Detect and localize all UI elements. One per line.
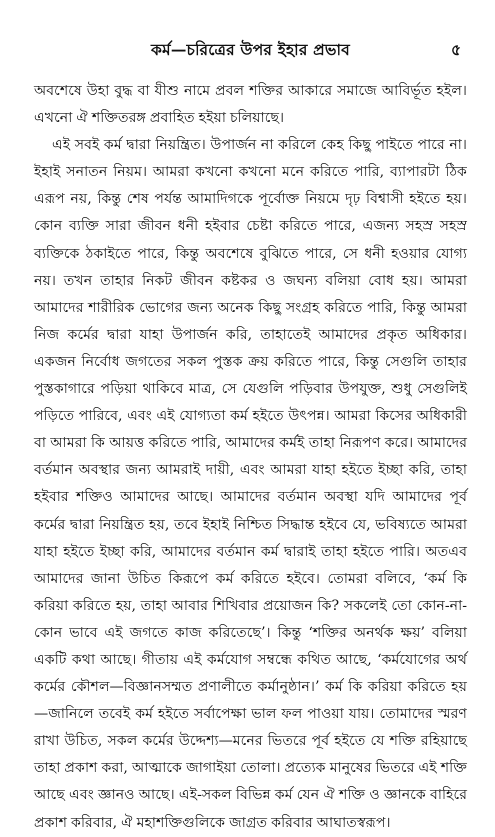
page-number: ৫ — [450, 40, 461, 59]
running-title: কর্ম—চরিত্রের উপর ইহার প্রভাব — [151, 40, 350, 59]
paragraph: অবশেষে উহা বুদ্ধ বা যীশু নামে প্রবল শক্তির আকারে সমাজে আবির্ভূত হইল। এখনো ঐ শক্তিতরঙ্গ প্রবাহিত হইয়া চলিয়াছে। — [34, 83, 467, 127]
page-header — [34, 38, 467, 64]
paragraph: এই সবই কর্ম দ্বারা নিয়ন্ত্রিত। উপার্জন না করিলে কেহ কিছু পাইতে পারে না। ইহাই সনাতন নিয়ম। আমরা কখনো কখনো মনে করিতে পারি, ব্যাপারটা ঠিক এরূপ নয়, কিন্তু শেষ পর্যন্ত আমাদিগকে পূর্বোক্ত নিয়মে দৃঢ় বিশ্বাসী হইতে হয়। কোন ব্যক্তি সারা জীবন ধনী হইবার চেষ্টা করিতে পারে, এজন্য সহস্র সহস্র ব্যক্তিকে ঠকাইতে পারে, কিন্তু অবশেষে বুঝিতে পারে, সে ধনী হওয়ার যোগ্য নয়। তখন তাহার নিকট জীবন কষ্টকর ও জঘন্য বলিয়া বোধ হয়। আমরা আমাদের শারীরিক ভোগের জন্য অনেক কিছু সংগ্রহ করিতে পারি, কিন্তু আমরা নিজ কর্মের দ্বারা যাহা উপার্জন করি, তাহাতেই আমাদের প্রকৃত অধিকার। একজন নির্বোধ জগতের সকল পুস্তক ক্রয় করিতে পারে, কিন্তু সেগুলি তাহার পুস্তকাগারে পড়িয়া থাকিবে মাত্র, সে যেগুলি পড়িবার উপযুক্ত, শুধু সেগুলিই পড়িতে পারিবে, এবং এই যোগ্যতা কর্ম হইতে উৎপন্ন। আমরা কিসের অধিকারী বা আমরা কি আয়ত্ত করিতে পারি, আমাদের কর্মই তাহা নিরূপণ করে। আমাদের বর্তমান অবস্থার জন্য আমরাই দায়ী, এবং আমরা যাহা হইতে ইচ্ছা করি, তাহা হইবার শক্তিও আমাদের আছে। আমাদের বর্তমান অবস্থা যদি আমাদের পূর্ব কর্মের দ্বারা নিয়ন্ত্রিত হয়, তবে ইহাই নিশ্চিত সিদ্ধান্ত হইবে যে, ভবিষ্যতে আমরা যাহা হইতে ইচ্ছা করি, আমাদের বর্তমান কর্ম দ্বারাই তাহা হইতে পারি। অতএব আমাদের জানা উচিত কিরূপে কর্ম করিতে হইবে। তোমরা বলিবে, ‘কর্ম কি করিয়া করিতে হয়, তাহা আবার শিখিবার প্রয়োজন কি? সকলেই তো কোন-না-কোন ভাবে এই জগতে কাজ করিতেছে’। কিন্তু ‘শক্তির অনর্থক ক্ষয়’ বলিয়া একটি কথা আছে। গীতায় এই কর্মযোগ সম্বন্ধে কথিত আছে, ‘কর্মযোগের অর্থ কর্মের কৌশল—বিজ্ঞানসম্মত প্রণালীতে কর্মানুষ্ঠান।’ কর্ম কি করিয়া করিতে হয়—জানিলে তবেই কর্ম হইতে সর্বাপেক্ষা ভাল ফল পাওয়া যায়। তোমাদের স্মরণ রাখা উচিত, সকল কর্মের উদ্দেশ্য—মনের ভিতরে পূর্ব হইতে যে শক্তি রহিয়াছে তাহা প্রকাশ করা, আত্মাকে জাগাইয়া তোলা। প্রত্যেক মানুষের ভিতরে এই শক্তি আছে এবং জ্ঞানও আছে। এই-সকল বিভিন্ন কর্ম যেন ঐ শক্তি ও জ্ঞানকে বাহিরে প্রকাশ করিবার, ঐ মহাশক্তিগুলিকে জাগ্রত করিবার আঘাতস্বরূপ। — [34, 137, 467, 831]
body-text — [34, 78, 467, 837]
